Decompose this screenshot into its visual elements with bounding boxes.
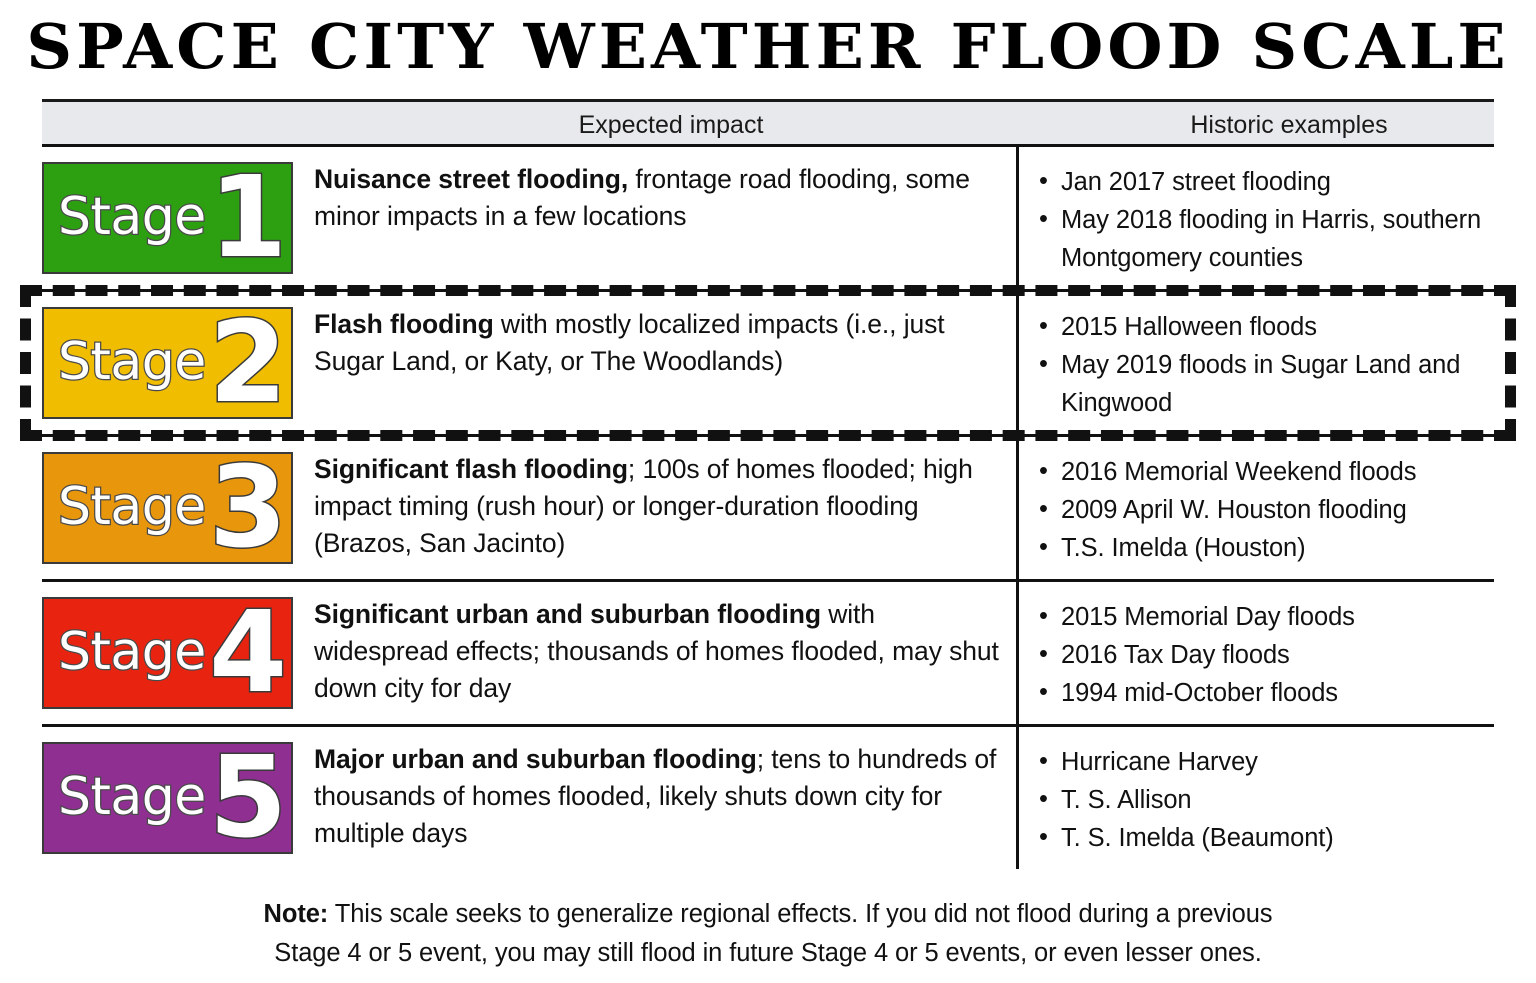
list-item xyxy=(1037,491,1416,529)
stage-badge-3 xyxy=(42,452,293,564)
list-item xyxy=(1037,529,1416,567)
historic-example-text: 2015 Halloween floods xyxy=(1061,313,1317,341)
historic-example-text: May 2019 floods in Sugar Land and Kingwood xyxy=(1061,351,1461,417)
historic-example-text: 2016 Tax Day floods xyxy=(1061,641,1290,669)
expected-impact-headline: Flash flooding xyxy=(314,309,494,339)
historic-examples-cell xyxy=(1016,292,1494,434)
list-item xyxy=(1037,346,1488,422)
expected-impact-cell xyxy=(300,292,1016,434)
stage-badge-word: Stage xyxy=(58,766,206,827)
stage-badge-cell xyxy=(42,727,300,869)
stage-badge-4 xyxy=(42,597,293,709)
stage-badge-cell xyxy=(42,147,300,289)
table-row xyxy=(42,147,1494,292)
stage-badge-word: Stage xyxy=(58,621,206,682)
expected-impact-headline: Significant urban and suburban flooding xyxy=(314,599,821,629)
footer-note-label: Note: xyxy=(263,900,329,928)
historic-examples-cell xyxy=(1016,147,1494,289)
expected-impact-headline: Nuisance street flooding, xyxy=(314,164,629,194)
expected-impact-cell xyxy=(300,147,1016,289)
column-header-historic-examples: Historic examples xyxy=(1190,111,1388,139)
footer-note-line2: Stage 4 or 5 event, you may still flood in future Stage 4 or 5 events, or even lesser ones. xyxy=(274,939,1262,967)
historic-example-text: Jan 2017 street flooding xyxy=(1061,168,1331,196)
stage-badge-number: 4 xyxy=(209,597,287,709)
expected-impact-detail: with widespread effects; thousands of homes flooded, may shut down city for day xyxy=(314,599,999,703)
expected-impact-text xyxy=(314,451,1000,562)
stage-badge-number: 3 xyxy=(209,452,287,564)
stage-badge-5 xyxy=(42,742,293,854)
bullet-icon: • xyxy=(1039,823,1048,851)
expected-impact-cell xyxy=(300,437,1016,579)
bullet-icon: • xyxy=(1039,678,1048,706)
expected-impact-detail: frontage road flooding, some minor impacts in a few locations xyxy=(314,164,970,231)
list-item xyxy=(1037,163,1488,201)
bullet-icon: • xyxy=(1039,205,1048,233)
table-row xyxy=(42,582,1494,727)
list-item xyxy=(1037,819,1334,857)
stage-badge-word: Stage xyxy=(58,186,206,247)
stage-badge-cell xyxy=(42,582,300,724)
expected-impact-detail: with mostly localized impacts (i.e., just Sugar Land, or Katy, or The Woodlands) xyxy=(314,309,945,376)
bullet-icon: • xyxy=(1039,533,1048,561)
bullet-icon: • xyxy=(1039,312,1048,340)
historic-examples-cell xyxy=(1016,582,1494,724)
expected-impact-text xyxy=(314,596,1000,707)
column-header-expected-impact: Expected impact xyxy=(578,111,764,139)
page-title: SPACE CITY WEATHER FLOOD SCALE xyxy=(26,10,1510,83)
historic-example-text: T. S. Allison xyxy=(1061,786,1192,814)
stage-badge-cell xyxy=(42,437,300,579)
flood-scale-table xyxy=(42,144,1494,869)
bullet-icon: • xyxy=(1039,747,1048,775)
bullet-icon: • xyxy=(1039,495,1048,523)
expected-impact-cell xyxy=(300,727,1016,869)
stage-badge-1 xyxy=(42,162,293,274)
table-header-band xyxy=(42,99,1494,144)
stage-badge-2 xyxy=(42,307,293,419)
stage-badge-word: Stage xyxy=(58,331,206,392)
bullet-icon: • xyxy=(1039,602,1048,630)
expected-impact-text xyxy=(314,741,1000,852)
expected-impact-headline: Significant flash flooding xyxy=(314,454,628,484)
table-row xyxy=(42,292,1494,437)
expected-impact-headline: Major urban and suburban flooding xyxy=(314,744,757,774)
expected-impact-text xyxy=(314,161,1000,235)
list-item xyxy=(1037,781,1334,819)
bullet-icon: • xyxy=(1039,167,1048,195)
list-item xyxy=(1037,636,1355,674)
table-row xyxy=(42,727,1494,869)
stage-badge-word: Stage xyxy=(58,476,206,537)
historic-examples-list xyxy=(1037,308,1488,422)
stage-badge-number: 2 xyxy=(209,307,287,419)
historic-examples-cell xyxy=(1016,437,1494,579)
historic-example-text: May 2018 flooding in Harris, southern Montgomery counties xyxy=(1061,206,1482,272)
historic-example-text: 2009 April W. Houston flooding xyxy=(1061,496,1407,524)
list-item xyxy=(1037,674,1355,712)
bullet-icon: • xyxy=(1039,457,1048,485)
expected-impact-text xyxy=(314,306,1000,380)
footer-note xyxy=(42,895,1494,973)
bullet-icon: • xyxy=(1039,350,1048,378)
footer-note-line1: This scale seeks to generalize regional effects. If you did not flood during a previous xyxy=(328,900,1273,928)
bullet-icon: • xyxy=(1039,640,1048,668)
historic-examples-list xyxy=(1037,743,1334,857)
stage-badge-cell xyxy=(42,292,300,434)
historic-examples-list xyxy=(1037,163,1488,277)
list-item xyxy=(1037,598,1355,636)
historic-example-text: T.S. Imelda (Houston) xyxy=(1061,534,1306,562)
stage-badge-number: 5 xyxy=(209,742,287,854)
historic-examples-list xyxy=(1037,453,1416,567)
historic-examples-cell xyxy=(1016,727,1494,869)
expected-impact-cell xyxy=(300,582,1016,724)
stage-badge-number: 1 xyxy=(209,162,287,274)
historic-example-text: Hurricane Harvey xyxy=(1061,748,1258,776)
expected-impact-detail: ; tens to hundreds of thousands of homes flooded, likely shuts down city for multiple days xyxy=(314,744,997,848)
historic-example-text: T. S. Imelda (Beaumont) xyxy=(1061,824,1334,852)
historic-example-text: 2016 Memorial Weekend floods xyxy=(1061,458,1417,486)
expected-impact-detail: ; 100s of homes flooded; high impact timing (rush hour) or longer-duration flooding (Brazos, San Jacinto) xyxy=(314,454,973,558)
list-item xyxy=(1037,201,1488,277)
list-item xyxy=(1037,743,1334,781)
historic-example-text: 2015 Memorial Day floods xyxy=(1061,603,1355,631)
list-item xyxy=(1037,308,1488,346)
table-row xyxy=(42,437,1494,582)
historic-examples-list xyxy=(1037,598,1355,712)
historic-example-text: 1994 mid-October floods xyxy=(1061,679,1338,707)
bullet-icon: • xyxy=(1039,785,1048,813)
list-item xyxy=(1037,453,1416,491)
